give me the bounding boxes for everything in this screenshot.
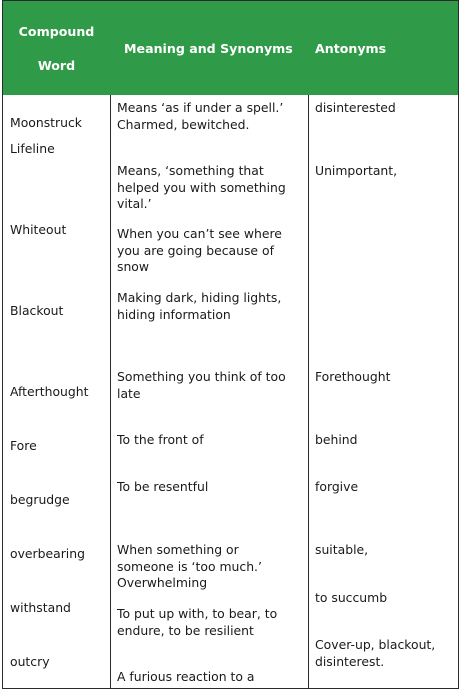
antonym-cell: Cover-up, blackout, disinterest. [315,637,436,669]
antonym-cell: behind [315,432,358,447]
table-header [3,1,458,95]
word-cell: Fore [10,438,37,453]
word-cell: Moonstruck [10,115,82,130]
antonym-cell: Unimportant, [315,163,398,178]
vocabulary-table [2,0,459,689]
antonym-cell: disinterested [315,100,396,115]
word-cell: Blackout [10,303,64,318]
header-compound-word [3,15,110,83]
meaning-cell: Something you think of too late [117,369,286,401]
meaning-cell: Means ‘as if under a spell.’ Charmed, bewitched. [117,100,284,132]
word-cell: Afterthought [10,384,89,399]
meaning-cell: A furious reaction to a [117,669,255,684]
antonym-cell: suitable, [315,542,369,557]
meaning-cell: When you can’t see where you are going because of snow [117,226,282,274]
meaning-cell: Means, ‘something that helped you with something vital.’ [117,163,286,211]
meaning-cell: Making dark, hiding lights, hiding information [117,290,282,322]
column-divider-1 [110,95,111,688]
meaning-cell: To put up with, to bear, to endure, to be resilient [117,606,278,638]
word-cell: overbearing [10,546,85,561]
word-cell: Whiteout [10,222,67,237]
word-cell: begrudge [10,492,70,507]
header-meaning: Meaning and Synonyms [124,41,293,56]
antonym-cell: to succumb [315,590,388,605]
word-cell: withstand [10,600,71,615]
header-antonyms: Antonyms [315,41,387,56]
meaning-cell: To be resentful [117,479,209,494]
antonym-cell: forgive [315,479,359,494]
word-cell: Lifeline [10,141,55,156]
antonym-cell: Forethought [315,369,391,384]
header-compound-line: Compound [18,24,95,39]
column-divider-2 [308,95,309,688]
meaning-cell: When something or someone is ‘too much.’ Overwhelming [117,542,262,590]
meaning-cell: To the front of [117,432,204,447]
word-cell: outcry [10,654,50,669]
header-word-line: Word [37,58,76,73]
